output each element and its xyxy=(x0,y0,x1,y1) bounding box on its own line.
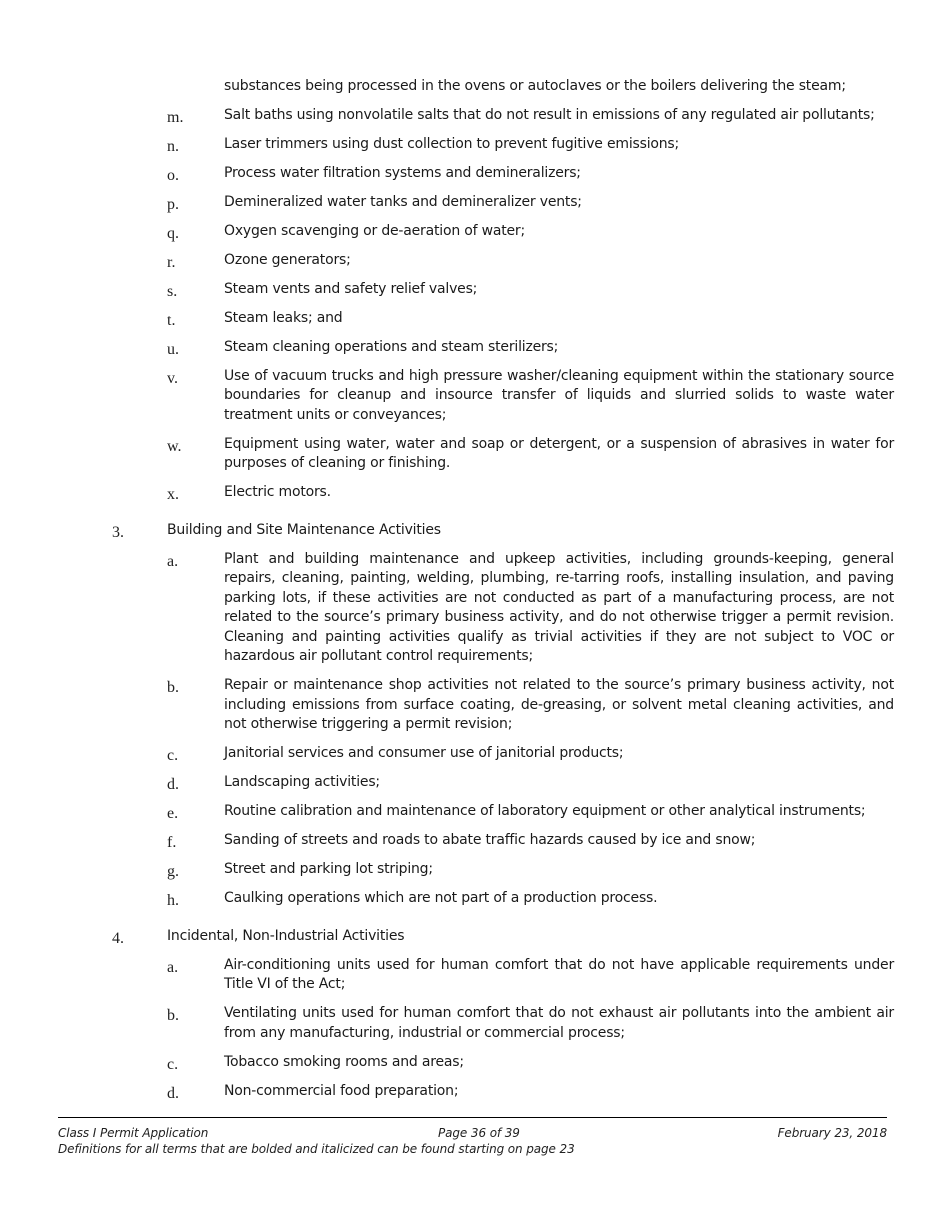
list-marker: q. xyxy=(167,224,179,242)
list-item-v xyxy=(0,367,950,426)
list-marker: a. xyxy=(167,552,179,570)
list-item-3a xyxy=(0,550,950,667)
list-item-text: Process water filtration systems and demineralizers; xyxy=(224,164,581,181)
list-item-text: Oxygen scavenging or de-aeration of water; xyxy=(224,222,526,239)
list-marker: m. xyxy=(167,108,184,126)
list-item-4a xyxy=(0,956,950,995)
footer-document-title: Class I Permit Application xyxy=(58,1126,209,1140)
section-3-heading xyxy=(0,521,950,541)
footer-page-number: Page 36 of 39 xyxy=(438,1126,520,1140)
list-marker: d. xyxy=(167,776,179,793)
list-item-q xyxy=(0,222,950,242)
list-marker: p. xyxy=(167,195,179,213)
footer-divider xyxy=(58,1117,887,1118)
list-marker: o. xyxy=(167,166,179,184)
list-marker: v. xyxy=(167,369,178,387)
list-item-w xyxy=(0,435,950,474)
list-item-3d xyxy=(0,773,950,793)
list-item-3f xyxy=(0,831,950,851)
continuation-paragraph xyxy=(0,77,950,97)
list-marker: d. xyxy=(167,1084,179,1102)
list-item-3e xyxy=(0,802,950,822)
list-item-text: Equipment using water, water and soap or detergent, or a suspension of abrasives in water for purposes of cleaning or finishing. xyxy=(224,435,894,471)
page-footer xyxy=(58,1125,887,1157)
list-item-text: Street and parking lot striping; xyxy=(224,861,433,877)
list-item-u xyxy=(0,338,950,358)
list-item-text: Salt baths using nonvolatile salts that do not result in emissions of any regulated air pollutants; xyxy=(224,106,875,123)
list-marker: r. xyxy=(167,253,176,271)
list-item-text: Electric motors. xyxy=(224,484,331,500)
footer-date: February 23, 2018 xyxy=(777,1126,887,1140)
list-item-o xyxy=(0,164,950,184)
list-marker: b. xyxy=(167,679,179,696)
section-number: 4. xyxy=(112,929,124,947)
list-item-3c xyxy=(0,744,950,764)
section-title: Incidental, Non-Industrial Activities xyxy=(167,927,405,944)
section-number: 3. xyxy=(112,523,124,541)
list-item-text: Repair or maintenance shop activities not related to the source’s primary business activity, not including emissions from surface coating, de-greasing, or solvent metal cleaning activities, and not otherwise triggering a permit revision; xyxy=(224,677,894,732)
list-item-text: Steam leaks; and xyxy=(224,309,343,326)
list-marker: w. xyxy=(167,437,182,455)
list-item-s xyxy=(0,280,950,300)
list-item-text: Plant and building maintenance and upkeep activities, including grounds-keeping, general repairs, cleaning, painting, welding, plumbing, re-tarring roofs, installing insulation, and paving parking lots, if these activities are not conducted as part of a manufacturing process, are not related to the source’s primary business activity, and do not otherwise trigger a permit revision. Cleaning and painting activities qualify as trivial activities if they are not subject to VOC or hazardous air pollutant control requirements; xyxy=(224,550,894,664)
footer-definitions-note: Definitions for all terms that are bolded and italicized can be found starting on page 23 xyxy=(58,1142,575,1156)
list-marker: s. xyxy=(167,282,178,300)
page-content xyxy=(0,77,950,1101)
continuation-text: substances being processed in the ovens or autoclaves or the boilers delivering the steam; xyxy=(224,78,846,94)
list-marker: h. xyxy=(167,892,179,909)
list-item-text: Sanding of streets and roads to abate traffic hazards caused by ice and snow; xyxy=(224,832,756,848)
list-item-n xyxy=(0,135,950,155)
list-item-3b xyxy=(0,676,950,735)
section-title: Building and Site Maintenance Activities xyxy=(167,521,441,538)
list-item-4c xyxy=(0,1053,950,1073)
list-marker: b. xyxy=(167,1007,179,1024)
footer-line xyxy=(58,1125,887,1141)
list-marker: t. xyxy=(167,311,176,329)
list-item-text: Landscaping activities; xyxy=(224,774,380,790)
list-marker: a. xyxy=(167,958,179,976)
list-item-text: Steam vents and safety relief valves; xyxy=(224,280,478,297)
list-marker: n. xyxy=(167,137,179,155)
list-marker: c. xyxy=(167,747,179,764)
list-item-text: Steam cleaning operations and steam sterilizers; xyxy=(224,338,559,355)
list-item-text: Ventilating units used for human comfort that do not exhaust air pollutants into the ambient air from any manufacturing, industrial or commercial process; xyxy=(224,1005,894,1041)
list-item-t xyxy=(0,309,950,329)
list-item-text: Janitorial services and consumer use of janitorial products; xyxy=(224,745,624,761)
list-item-text: Tobacco smoking rooms and areas; xyxy=(224,1053,464,1070)
list-marker: g. xyxy=(167,863,179,880)
list-marker: e. xyxy=(167,805,179,822)
list-item-text: Use of vacuum trucks and high pressure washer/cleaning equipment within the stationary source boundaries for cleanup and insource transfer of liquids and slurried solids to waste water treatment units or conveyances; xyxy=(224,367,894,423)
list-item-text: Non-commercial food preparation; xyxy=(224,1082,459,1099)
list-item-m xyxy=(0,106,950,126)
list-item-text: Routine calibration and maintenance of laboratory equipment or other analytical instruments; xyxy=(224,803,866,819)
list-marker: c. xyxy=(167,1055,179,1073)
list-item-3h xyxy=(0,889,950,909)
list-item-x xyxy=(0,483,950,503)
list-item-text: Air-conditioning units used for human comfort that do not have applicable requirements under Title VI of the Act; xyxy=(224,956,894,992)
list-item-text: Laser trimmers using dust collection to prevent fugitive emissions; xyxy=(224,135,680,152)
list-item-text: Caulking operations which are not part of a production process. xyxy=(224,890,658,906)
list-item-p xyxy=(0,193,950,213)
section-4-heading xyxy=(0,927,950,947)
list-item-4d xyxy=(0,1082,950,1102)
list-item-4b xyxy=(0,1004,950,1043)
list-marker: f. xyxy=(167,834,177,851)
list-item-r xyxy=(0,251,950,271)
list-marker: x. xyxy=(167,486,179,503)
list-item-3g xyxy=(0,860,950,880)
list-marker: u. xyxy=(167,340,179,358)
list-item-text: Demineralized water tanks and demineralizer vents; xyxy=(224,193,582,210)
list-item-text: Ozone generators; xyxy=(224,251,351,268)
